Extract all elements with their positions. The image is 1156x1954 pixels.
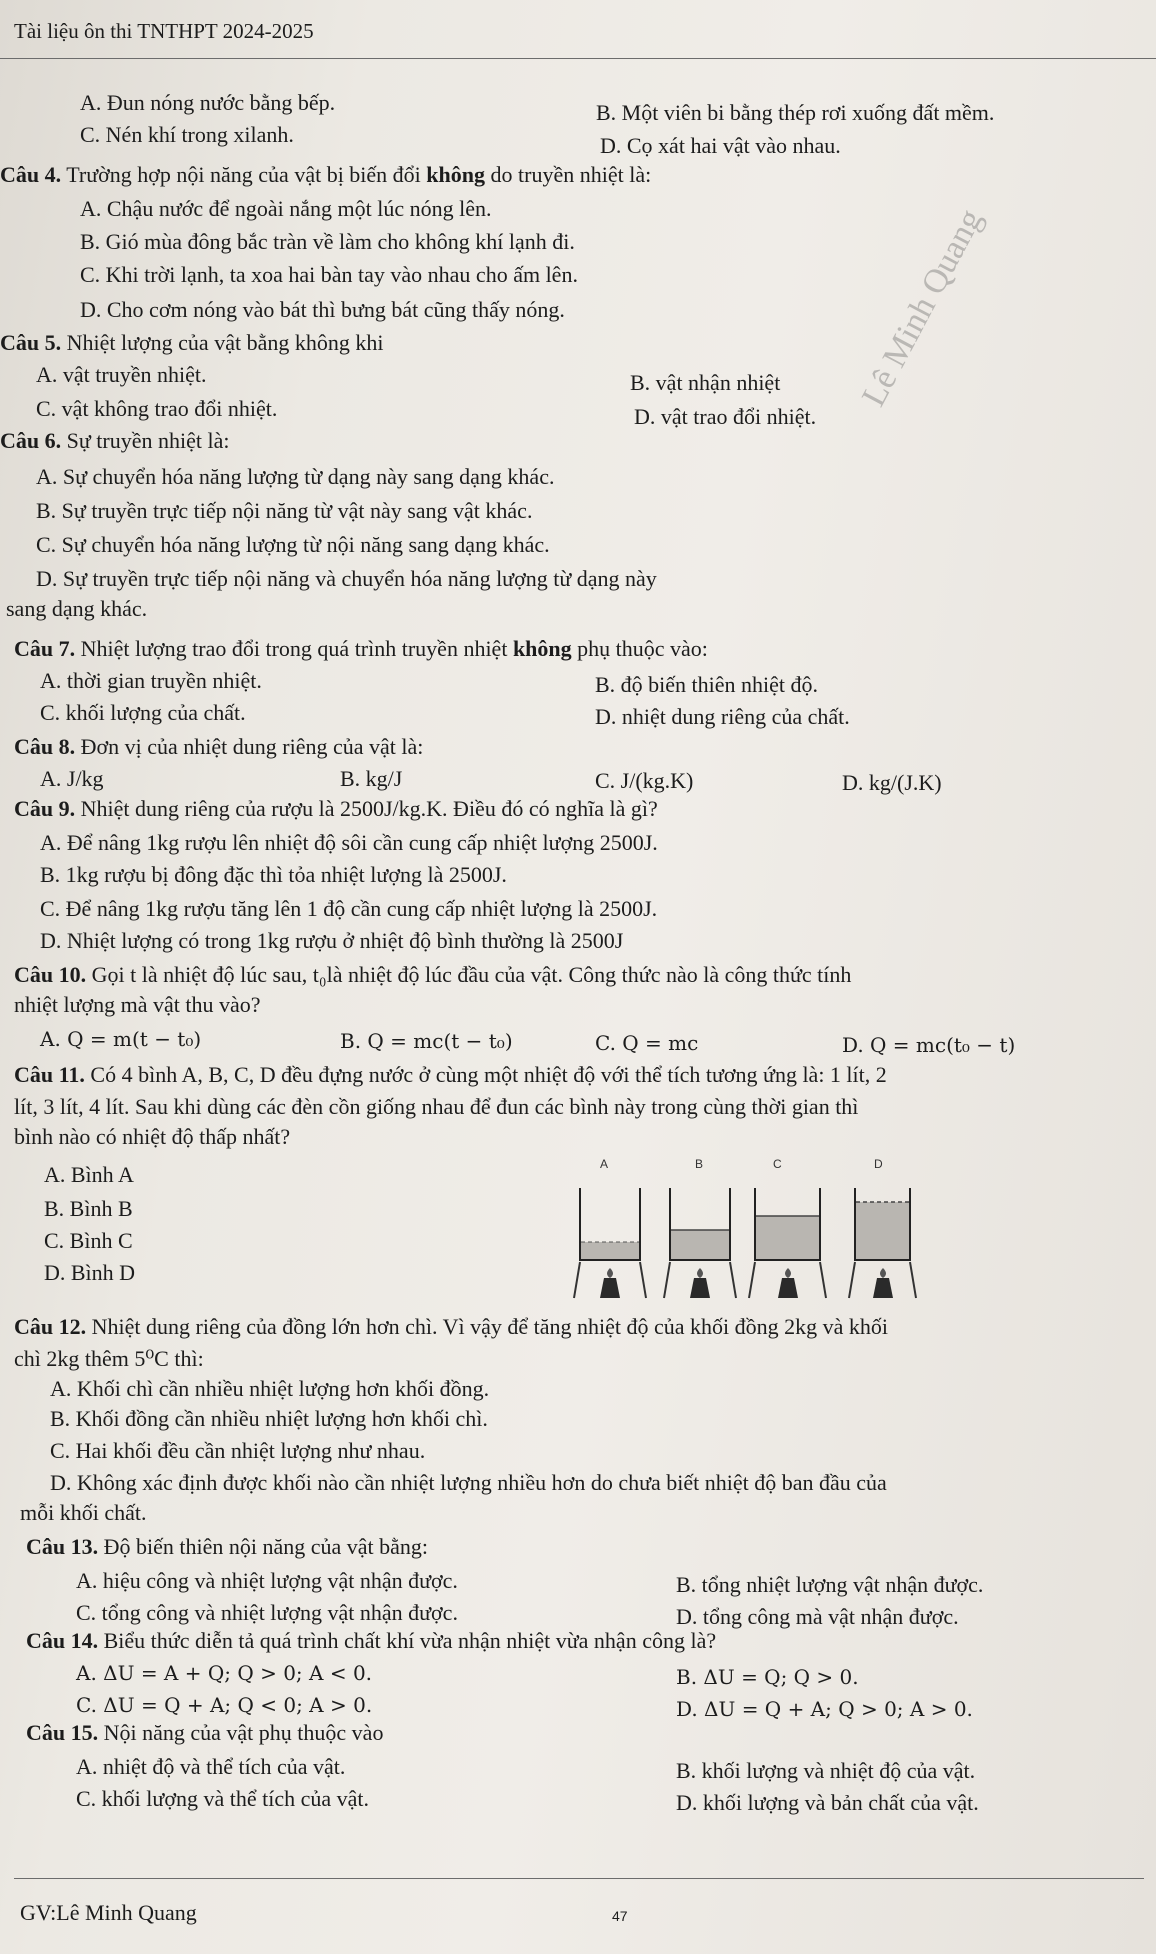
q15-stem — [26, 1720, 383, 1746]
q14-option-d: D. ΔU = Q + A; Q > 0; A > 0. — [676, 1697, 973, 1721]
beaker-d — [855, 1188, 910, 1260]
q12-option-c: C. Hai khối đều cần nhiệt lượng như nhau. — [50, 1438, 426, 1463]
q4-option-c: C. Khi trời lạnh, ta xoa hai bàn tay vào nhau cho ấm lên. — [80, 262, 578, 287]
q12-option-a: A. Khối chì cần nhiều nhiệt lượng hơn khối đồng. — [50, 1376, 490, 1401]
q12-option-d-line1: D. Không xác định được khối nào cần nhiệt lượng nhiều hơn do chưa biết nhiệt độ ban đầu của — [50, 1470, 887, 1495]
q14-option-a: A. ΔU = A + Q; Q > 0; A < 0. — [76, 1661, 373, 1685]
q4-bold: không — [426, 162, 486, 187]
q13-stem — [26, 1534, 428, 1560]
q5-text: Nhiệt lượng của vật bằng không khi — [61, 330, 384, 355]
q6-label: Câu 6. — [0, 428, 62, 453]
q14-label: Câu 14. — [26, 1628, 99, 1653]
q4-text-pre: Trường hợp nội năng của vật bị biến đổi — [61, 162, 427, 187]
q10-option-b: B. Q = mc(t − t₀) — [340, 1029, 513, 1053]
q15-label: Câu 15. — [26, 1720, 99, 1745]
q3-option-d: D. Cọ xát hai vật vào nhau. — [600, 133, 841, 158]
q9-option-d: D. Nhiệt lượng có trong 1kg rượu ở nhiệt độ bình thường là 2500J — [40, 928, 624, 953]
q5-label: Câu 5. — [0, 330, 62, 355]
q9-option-b: B. 1kg rượu bị đông đặc thì tỏa nhiệt lượng là 2500J. — [40, 862, 507, 887]
q11-option-d: D. Bình D — [44, 1260, 136, 1285]
q8-label: Câu 8. — [14, 734, 76, 759]
q12-label: Câu 12. — [14, 1314, 87, 1339]
q10-stem-line1 — [14, 962, 851, 988]
q7-stem — [14, 636, 708, 662]
q12-stem-line2: chì 2kg thêm 5⁰C thì: — [14, 1346, 204, 1371]
q15-option-a: A. nhiệt độ và thể tích của vật. — [76, 1754, 346, 1779]
q12-text1: Nhiệt dung riêng của đồng lớn hơn chì. Vì vậy để tăng nhiệt độ của khối đồng 2kg và khối — [86, 1314, 889, 1339]
q13-text: Độ biến thiên nội năng của vật bằng: — [98, 1534, 429, 1559]
q9-text: Nhiệt dung riêng của rượu là 2500J/kg.K. Điều đó có nghĩa là gì? — [75, 796, 658, 821]
q10-text1: Gọi t là nhiệt độ lúc sau, t₀là nhiệt độ lúc đầu của vật. Công thức nào là công thức tính — [86, 962, 852, 987]
fig-label-c: C — [773, 1157, 782, 1171]
q3-option-a: A. Đun nóng nước bằng bếp. — [80, 90, 336, 115]
q6-option-d-line2: sang dạng khác. — [6, 596, 148, 621]
q6-option-c: C. Sự chuyển hóa năng lượng từ nội năng sang dạng khác. — [36, 532, 550, 557]
q4-option-d: D. Cho cơm nóng vào bát thì bưng bát cũng thấy nóng. — [80, 297, 565, 322]
q15-text: Nội năng của vật phụ thuộc vào — [98, 1720, 384, 1745]
q5-stem — [0, 330, 383, 356]
q11-beakers-figure — [560, 1150, 940, 1300]
q14-stem — [26, 1628, 716, 1654]
q4-stem — [0, 162, 651, 188]
q15-option-d: D. khối lượng và bản chất của vật. — [676, 1790, 979, 1815]
q7-option-b: B. độ biến thiên nhiệt độ. — [595, 672, 819, 697]
q3-option-c: C. Nén khí trong xilanh. — [80, 122, 294, 147]
q11-option-a: A. Bình A — [44, 1162, 134, 1187]
q5-option-b: B. vật nhận nhiệt — [630, 370, 781, 395]
q7-bold: không — [512, 636, 572, 661]
q9-option-a: A. Để nâng 1kg rượu lên nhiệt độ sôi cần cung cấp nhiệt lượng 2500J. — [40, 830, 658, 855]
q11-stem-line1 — [14, 1062, 887, 1088]
q6-text: Sự truyền nhiệt là: — [61, 428, 230, 453]
q10-option-d: D. Q = mc(t₀ − t) — [842, 1033, 1016, 1057]
q13-option-c: C. tổng công và nhiệt lượng vật nhận được. — [76, 1600, 458, 1625]
q11-option-b: B. Bình B — [44, 1196, 133, 1221]
q11-stem-line3: bình nào có nhiệt độ thấp nhất? — [14, 1124, 291, 1149]
header-title: Tài liệu ôn thi TNTHPT 2024-2025 — [14, 19, 314, 43]
fig-label-d: D — [874, 1157, 883, 1171]
footer-author: GV:Lê Minh Quang — [20, 1900, 197, 1925]
q15-option-b: B. khối lượng và nhiệt độ của vật. — [676, 1758, 976, 1783]
fig-label-a: A — [600, 1157, 609, 1171]
q7-label: Câu 7. — [14, 636, 76, 661]
q7-option-d: D. nhiệt dung riêng của chất. — [595, 704, 850, 729]
q9-option-c: C. Để nâng 1kg rượu tăng lên 1 độ cần cung cấp nhiệt lượng là 2500J. — [40, 896, 658, 921]
q11-text1: Có 4 bình A, B, C, D đều đựng nước ở cùng một nhiệt độ với thể tích tương ứng là: 1 lít, 2 — [84, 1062, 887, 1087]
q13-option-d: D. tổng công mà vật nhận được. — [676, 1604, 959, 1629]
q8-text: Đơn vị của nhiệt dung riêng của vật là: — [75, 734, 424, 759]
q8-stem — [14, 734, 423, 760]
q12-stem-line1 — [14, 1314, 888, 1340]
q4-text-post: do truyền nhiệt là: — [485, 162, 652, 187]
q3-option-b: B. Một viên bi bằng thép rơi xuống đất mềm. — [596, 100, 995, 125]
q14-option-b: B. ΔU = Q; Q > 0. — [676, 1665, 859, 1689]
q10-option-c: C. Q = mc — [595, 1031, 699, 1055]
q5-option-d: D. vật trao đổi nhiệt. — [634, 404, 817, 429]
q5-option-a: A. vật truyền nhiệt. — [36, 362, 207, 387]
q4-option-a: A. Chậu nước để ngoài nắng một lúc nóng lên. — [80, 196, 492, 221]
q8-option-b: B. kg/J — [340, 766, 403, 791]
q6-option-a: A. Sự chuyển hóa năng lượng từ dạng này sang dạng khác. — [36, 464, 555, 489]
beaker-c — [755, 1188, 820, 1260]
q7-text-pre: Nhiệt lượng trao đổi trong quá trình truyền nhiệt — [75, 636, 513, 661]
q13-label: Câu 13. — [26, 1534, 99, 1559]
q14-text: Biểu thức diễn tả quá trình chất khí vừa nhận nhiệt vừa nhận công là? — [98, 1628, 717, 1653]
q8-option-c: C. J/(kg.K) — [595, 768, 694, 793]
footer-rule — [14, 1878, 1144, 1879]
q7-text-post: phụ thuộc vào: — [571, 636, 708, 661]
beaker-b — [670, 1188, 730, 1260]
q11-option-c: C. Bình C — [44, 1228, 133, 1253]
q6-option-b: B. Sự truyền trực tiếp nội năng từ vật này sang vật khác. — [36, 498, 533, 523]
q11-label: Câu 11. — [14, 1062, 85, 1087]
q4-label: Câu 4. — [0, 162, 62, 187]
q5-option-c: C. vật không trao đổi nhiệt. — [36, 396, 278, 421]
q13-option-b: B. tổng nhiệt lượng vật nhận được. — [676, 1572, 984, 1597]
q6-stem — [0, 428, 229, 454]
q7-option-c: C. khối lượng của chất. — [40, 700, 246, 725]
q10-stem-line2: nhiệt lượng mà vật thu vào? — [14, 992, 261, 1017]
q10-label: Câu 10. — [14, 962, 87, 987]
q4-option-b: B. Gió mùa đông bắc tràn về làm cho không khí lạnh đi. — [80, 229, 575, 254]
watermark: Lê Minh Quang — [855, 203, 990, 413]
q9-label: Câu 9. — [14, 796, 76, 821]
q9-stem — [14, 796, 658, 822]
q10-option-a: A. Q = m(t − t₀) — [40, 1027, 202, 1051]
q8-option-a: A. J/kg — [40, 766, 104, 791]
q6-option-d-line1: D. Sự truyền trực tiếp nội năng và chuyển hóa năng lượng từ dạng này — [36, 566, 657, 591]
q13-option-a: A. hiệu công và nhiệt lượng vật nhận được. — [76, 1568, 458, 1593]
q11-stem-line2: lít, 3 lít, 4 lít. Sau khi dùng các đèn cồn giống nhau để đun các bình này trong cùng thời gian thì — [14, 1094, 859, 1119]
beaker-a — [580, 1188, 640, 1260]
q12-option-b: B. Khối đồng cần nhiều nhiệt lượng hơn khối chì. — [50, 1406, 488, 1431]
q15-option-c: C. khối lượng và thể tích của vật. — [76, 1786, 369, 1811]
q12-option-d-line2: mỗi khối chất. — [20, 1500, 147, 1525]
page-number: 47 — [612, 1908, 628, 1924]
stand-legs — [574, 1262, 916, 1298]
q8-option-d: D. kg/(J.K) — [842, 770, 942, 795]
header-rule — [0, 58, 1156, 59]
fig-label-b: B — [695, 1157, 704, 1171]
q7-option-a: A. thời gian truyền nhiệt. — [40, 668, 262, 693]
q14-option-c: C. ΔU = Q + A; Q < 0; A > 0. — [76, 1693, 373, 1717]
